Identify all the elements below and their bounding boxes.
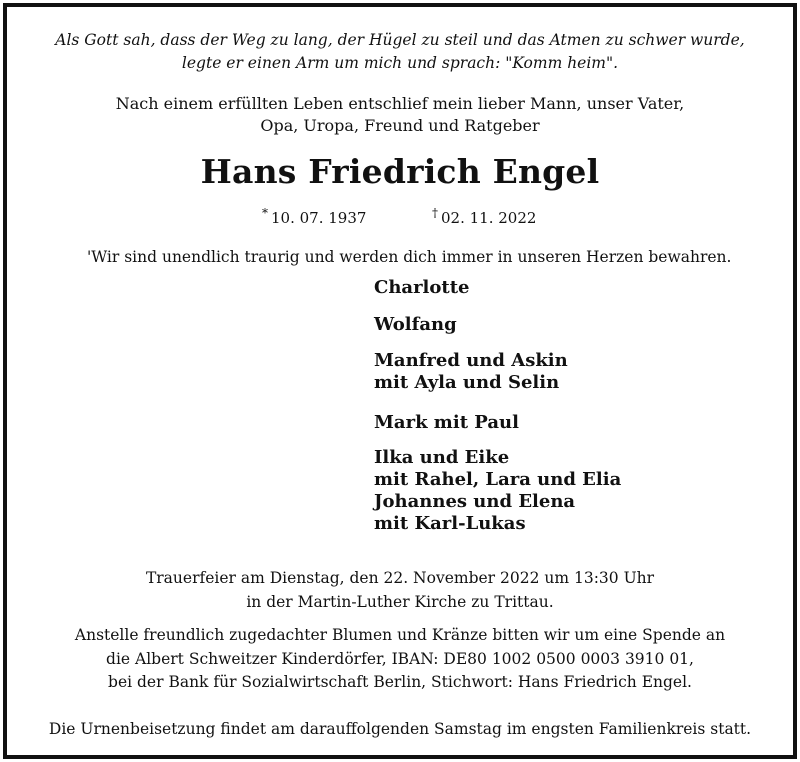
family-member: Manfred und Askin (374, 350, 568, 371)
service-line-2: in der Martin-Luther Kirche zu Trittau. (246, 593, 554, 611)
family-member: mit Ayla und Selin (374, 372, 560, 393)
family-group (374, 314, 457, 336)
service-line-1: Trauerfeier am Dienstag, den 22. November 2022 um 13:30 Uhr (145, 569, 655, 587)
family-member: mit Karl-Lukas (374, 513, 526, 534)
donation-request (7, 624, 793, 695)
intro-text (7, 93, 793, 137)
family-group (374, 350, 568, 394)
family-member: mit Rahel, Lara und Elia (374, 469, 622, 490)
intro-line-2: Opa, Uropa, Freund und Ratgeber (260, 116, 540, 135)
family-member: Ilka und Eike (374, 447, 510, 468)
motto-quote (7, 29, 793, 75)
mourning-statement: 'Wir sind unendlich traurig und werden dich immer in unseren Herzen bewahren. (87, 248, 732, 266)
birth-star-icon: * (262, 206, 268, 220)
obituary-notice (3, 3, 797, 759)
intro-line-1: Nach einem erfüllten Leben entschlief mein lieber Mann, unser Vater, (115, 94, 685, 113)
death-cross-icon: † (432, 206, 438, 220)
family-member: Charlotte (374, 277, 470, 298)
donation-line-2: die Albert Schweitzer Kinderdörfer, IBAN: DE80 1002 0500 0003 3910 01, (106, 649, 694, 668)
donation-line-3: bei der Bank für Sozialwirtschaft Berlin, Stichwort: Hans Friedrich Engel. (108, 673, 692, 691)
family-group (374, 277, 469, 299)
death-date: 02. 11. 2022 (441, 209, 537, 227)
family-group (374, 447, 621, 535)
motto-line-2: legte er einen Arm um mich und sprach: "Komm heim". (181, 54, 619, 72)
family-member: Mark mit Paul (374, 412, 519, 433)
donation-line-1: Anstelle freundlich zugedachter Blumen und Kränze bitten wir um eine Spende an (74, 626, 726, 644)
family-group (374, 412, 519, 434)
funeral-service-info (7, 566, 793, 614)
family-member: Wolfang (374, 314, 457, 335)
birth-date-group (262, 206, 366, 227)
motto-line-1: Als Gott sah, dass der Weg zu lang, der Hügel zu steil und das Atmen zu schwer wurde, (55, 31, 745, 49)
death-date-group (432, 206, 536, 227)
family-member: Johannes und Elena (374, 491, 576, 512)
deceased-name: Hans Friedrich Engel (200, 152, 600, 191)
birth-date: 10. 07. 1937 (271, 209, 367, 227)
burial-note: Die Urnenbeisetzung findet am darauffolgenden Samstag im engsten Familienkreis statt. (48, 720, 752, 738)
